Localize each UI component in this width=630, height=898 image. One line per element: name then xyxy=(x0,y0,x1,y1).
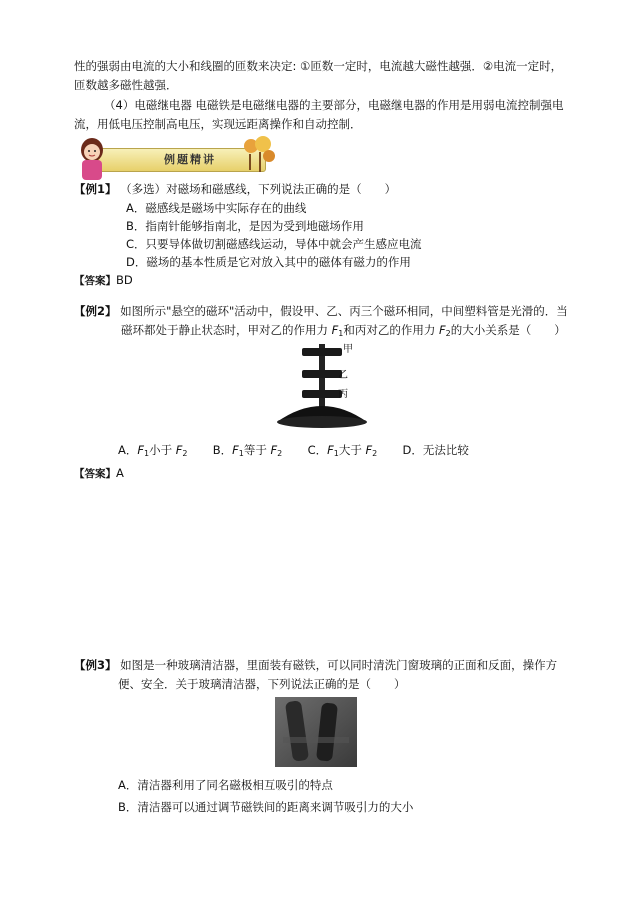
option-var: F xyxy=(365,443,373,457)
question-2-answer xyxy=(74,465,124,483)
question-1-option-a: A．磁感线是磁场中实际存在的曲线 xyxy=(126,201,307,215)
question-3-stem-line-1: 如图是一种玻璃清洁器，里面装有磁铁，可以同时清洗门窗玻璃的正面和反面，操作方 xyxy=(120,658,558,672)
intro-line-2: 匝数越多磁性越强． xyxy=(74,78,178,92)
glass-cleaner-photo xyxy=(275,697,357,767)
option-sub: 2 xyxy=(372,449,378,458)
question-1-option-c: C．只要导体做切割磁感线运动，导体中就会产生感应电流 xyxy=(126,237,422,251)
magnet-rings-figure xyxy=(272,340,382,434)
question-3-tag: 【例3】 xyxy=(74,658,117,672)
question-1-stem: （多选）对磁场和磁感线，下列说法正确的是（ ） xyxy=(120,182,397,196)
answer-value: BD xyxy=(116,273,133,287)
question-3-option-a: A．清洁器利用了同名磁极相互吸引的特点 xyxy=(118,778,333,792)
force-f2-subscript: 2 xyxy=(445,329,451,338)
option-var: F xyxy=(270,443,278,457)
force-f1: F xyxy=(331,323,339,337)
ring-label-jia: 甲 xyxy=(343,344,353,355)
question-2-option-b xyxy=(213,443,282,457)
tree-decoration-icon xyxy=(239,136,279,180)
option-var: F xyxy=(327,443,334,457)
question-2-option-d: D．无法比较 xyxy=(402,443,469,457)
question-3-stem-line-2: 便、安全．关于玻璃清洁器，下列说法正确的是（ ） xyxy=(118,677,406,691)
option-text: 等于 xyxy=(243,443,271,457)
banner-title: 例题精讲 xyxy=(164,153,216,166)
option-text: 小于 xyxy=(149,443,176,457)
question-2-option-a xyxy=(118,443,187,457)
answer-value: A xyxy=(116,466,124,480)
question-2-options xyxy=(118,442,469,460)
question-2-stem-line-1: 如图所示"悬空的磁环"活动中，假设甲、乙、丙三个磁环相同，中间塑料管是光滑的．当 xyxy=(120,304,568,318)
option-letter: A． xyxy=(118,443,138,457)
option-sub: 2 xyxy=(182,449,188,458)
ring-label-yi: 乙 xyxy=(338,370,348,381)
question-3-option-b: B．清洁器可以通过调节磁铁间的距离来调节吸引力的大小 xyxy=(118,800,414,814)
option-sub: 2 xyxy=(277,449,283,458)
intro-line-1: 性的强弱由电流的大小和线圈的匝数来决定: ①匝数一定时，电流越大磁性越强．②电流一定时， xyxy=(74,59,563,73)
question-2-option-c xyxy=(308,443,378,457)
paragraph-4-line-1: （4）电磁继电器 电磁铁是电磁继电器的主要部分，电磁继电器的作用是用弱电流控制强电 xyxy=(104,98,564,112)
question-1-option-b: B．指南针能够指南北，是因为受到地磁场作用 xyxy=(126,219,364,233)
ring-label-bing: 丙 xyxy=(338,389,348,400)
question-2-stem-line-2 xyxy=(121,322,566,340)
question-1-option-d: D．磁场的基本性质是它对放入其中的磁体有磁力的作用 xyxy=(126,255,411,269)
question-2-tag: 【例2】 xyxy=(74,304,117,318)
stem-text: 的大小关系是（ ） xyxy=(450,323,566,337)
stem-text: 磁环都处于静止状态时，甲对乙的作用力 xyxy=(121,323,332,337)
question-3 xyxy=(74,657,557,675)
question-1 xyxy=(74,181,396,199)
force-f1-subscript: 1 xyxy=(338,329,344,338)
option-var: F xyxy=(137,443,144,457)
question-1-tag: 【例1】 xyxy=(74,182,117,196)
force-f2: F xyxy=(439,323,446,337)
teacher-figure-icon xyxy=(74,136,114,180)
answer-label: 【答案】 xyxy=(74,275,116,287)
paragraph-4-line-2: 流，用低电压控制高电压，实现远距离操作和自动控制． xyxy=(74,117,362,131)
question-1-answer xyxy=(74,272,133,290)
option-sub: 1 xyxy=(144,449,150,458)
section-banner xyxy=(74,136,274,180)
answer-label: 【答案】 xyxy=(74,468,116,480)
question-2 xyxy=(74,303,568,321)
option-letter: C． xyxy=(307,443,328,457)
option-letter: B． xyxy=(212,443,233,457)
option-var: F xyxy=(232,443,239,457)
option-var: F xyxy=(175,443,183,457)
stem-text: 和丙对乙的作用力 xyxy=(343,323,440,337)
option-text: 大于 xyxy=(338,443,366,457)
option-sub: 1 xyxy=(238,449,244,458)
option-sub: 1 xyxy=(333,449,339,458)
